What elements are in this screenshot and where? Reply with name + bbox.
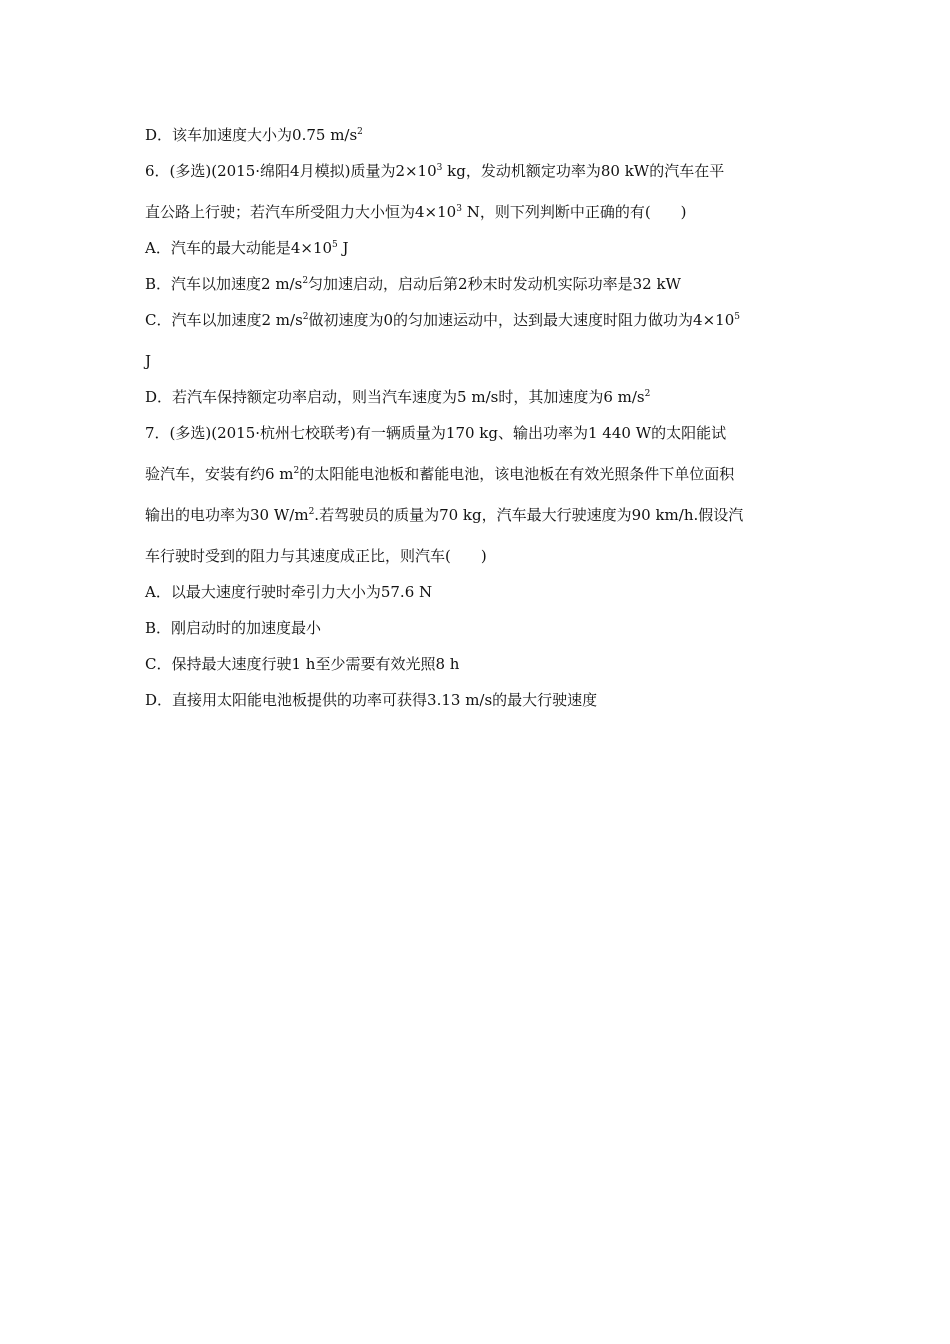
q6-option-text: D．若汽车保持额定功率启动，则当汽车速度为5 m/s时，其加速度为6 m/s — [145, 388, 645, 406]
q6-stem-line-2 — [145, 201, 810, 223]
q6-stem-text: N，则下列判断中正确的有( ) — [461, 203, 687, 221]
q6-option-text: B．汽车以加速度2 m/s — [145, 275, 303, 293]
superscript: 3 — [456, 204, 462, 214]
q7-stem-text: 的太阳能电池板和蓄能电池，该电池板在有效光照条件下单位面积 — [299, 465, 735, 483]
superscript: 2 — [357, 127, 363, 137]
q6-option-text: A．汽车的最大动能是4×10 — [145, 239, 333, 257]
superscript: 2 — [302, 312, 309, 322]
document-content — [145, 124, 810, 711]
q7-stem-line-3 — [145, 504, 810, 526]
superscript: 2 — [302, 276, 309, 286]
q6-stem-text: 6．(多选)(2015·绵阳4月模拟)质量为2×10 — [145, 162, 437, 180]
superscript: 2 — [293, 466, 300, 476]
q6-option-text: 做初速度为0的匀加速运动中，达到最大速度时阻力做功为4×10 — [308, 311, 735, 329]
q7-option-a: A．以最大速度行驶时牵引力大小为57.6 N — [145, 583, 433, 601]
q5-option-d-text: D．该车加速度大小为0.75 m/s — [145, 126, 358, 144]
q7-option-b: B．刚启动时的加速度最小 — [145, 619, 322, 637]
q7-stem-line-1: 7．(多选)(2015·杭州七校联考)有一辆质量为170 kg、输出功率为1 440 W的太阳能试 — [145, 424, 727, 442]
superscript: 5 — [734, 312, 740, 322]
q6-option-text: C．汽车以加速度2 m/s — [145, 311, 303, 329]
q6-option-c-continuation: J — [145, 352, 152, 370]
q6-option-text: J — [337, 239, 349, 257]
q5-option-d — [145, 124, 810, 146]
superscript: 2 — [644, 389, 651, 399]
q7-option-c: C．保持最大速度行驶1 h至少需要有效光照8 h — [145, 655, 460, 673]
q7-stem-line-2 — [145, 463, 810, 485]
q6-option-b — [145, 273, 810, 295]
q7-option-d: D．直接用太阳能电池板提供的功率可获得3.13 m/s的最大行驶速度 — [145, 691, 598, 709]
q6-option-a — [145, 237, 810, 259]
q7-stem-text: 验汽车，安装有约6 m — [145, 465, 294, 483]
superscript: 5 — [332, 240, 338, 250]
q6-stem-text: 直公路上行驶；若汽车所受阻力大小恒为4×10 — [145, 203, 457, 221]
q6-stem-text: kg，发动机额定功率为80 kW的汽车在平 — [442, 162, 725, 180]
q6-option-c — [145, 309, 810, 331]
q6-stem-line-1 — [145, 160, 810, 182]
superscript: 3 — [436, 163, 443, 173]
q7-stem-text: .若驾驶员的质量为70 kg，汽车最大行驶速度为90 km/h.假设汽 — [314, 506, 744, 524]
q7-stem-text: 输出的电功率为30 W/m — [145, 506, 309, 524]
q6-option-d — [145, 386, 810, 408]
q7-stem-line-4: 车行驶时受到的阻力与其速度成正比，则汽车( ) — [145, 547, 487, 565]
q6-option-text: 匀加速启动，启动后第2秒末时发动机实际功率是32 kW — [308, 275, 681, 293]
superscript: 2 — [308, 507, 315, 517]
